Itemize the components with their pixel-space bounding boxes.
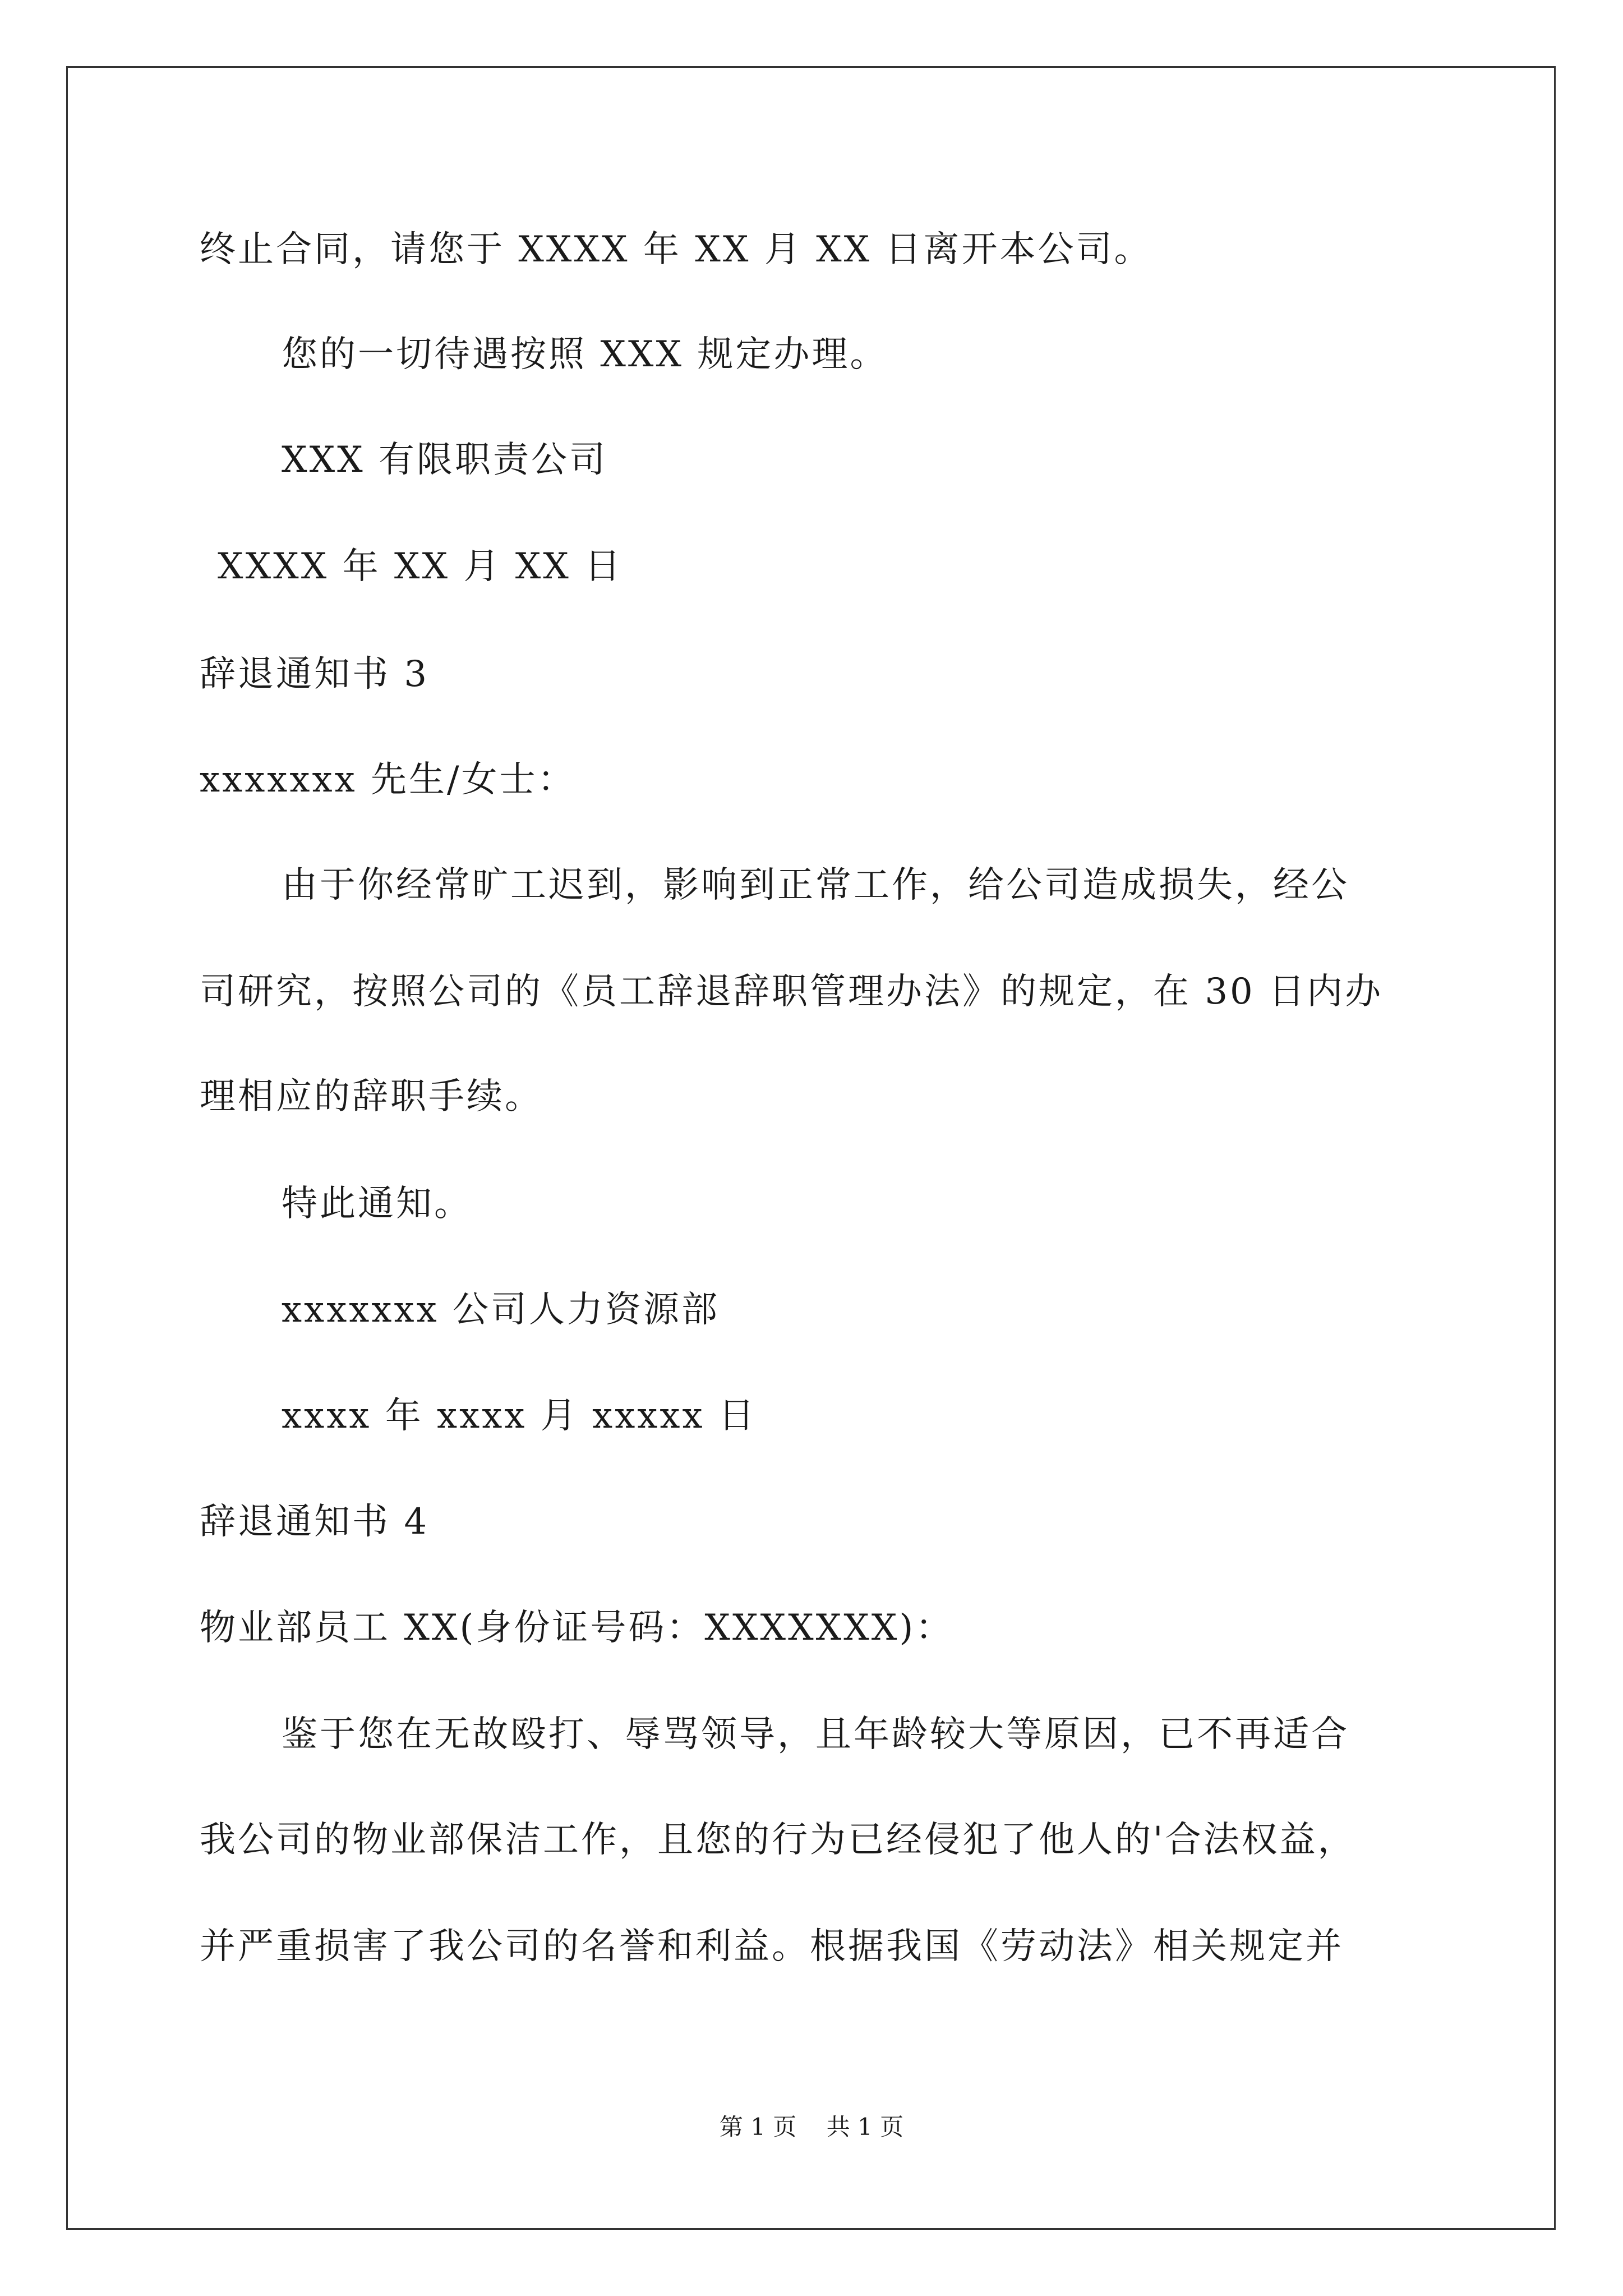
text-line-8: 司研究，按照公司的《员工辞退辞职管理办法》的规定，在 30 日内办 <box>200 971 1384 1013</box>
section-heading-4: 辞退通知书 4 <box>200 1501 430 1543</box>
text-line-16: 我公司的物业部保洁工作，且您的行为已经侵犯了他人的'合法权益， <box>200 1819 1356 1861</box>
text-line-1: 终止合同，请您于 XXXX 年 XX 月 XX 日离开本公司。 <box>200 229 1152 270</box>
text-line-17: 并严重损害了我公司的名誉和利益。根据我国《劳动法》相关规定并 <box>200 1926 1344 1967</box>
text-line-3: XXX 有限职责公司 <box>282 439 608 481</box>
page-number: 第 1 页 共 1 页 <box>719 2113 904 2141</box>
text-line-12: xxxx 年 xxxx 月 xxxxx 日 <box>282 1395 757 1437</box>
text-line-9: 理相应的辞职手续。 <box>200 1076 543 1117</box>
text-line-2: 您的一切待遇按照 XXX 规定办理。 <box>282 334 888 375</box>
text-line-10: 特此通知。 <box>282 1183 472 1225</box>
text-line-7: 由于你经常旷工迟到，影响到正常工作，给公司造成损失，经公 <box>282 864 1349 906</box>
text-line-11: xxxxxxx 公司人力资源部 <box>282 1289 720 1331</box>
text-line-15: 鉴于您在无故殴打、辱骂领导，且年龄较大等原因，已不再适合 <box>282 1714 1349 1755</box>
salutation-line: xxxxxxx 先生/女士： <box>200 759 576 800</box>
addressee-line: 物业部员工 XX(身份证号码：XXXXXXX)： <box>200 1607 954 1649</box>
section-heading-3: 辞退通知书 3 <box>200 654 430 695</box>
page-border <box>66 66 1556 2230</box>
text-line-4: XXXX 年 XX 月 XX 日 <box>218 546 623 587</box>
